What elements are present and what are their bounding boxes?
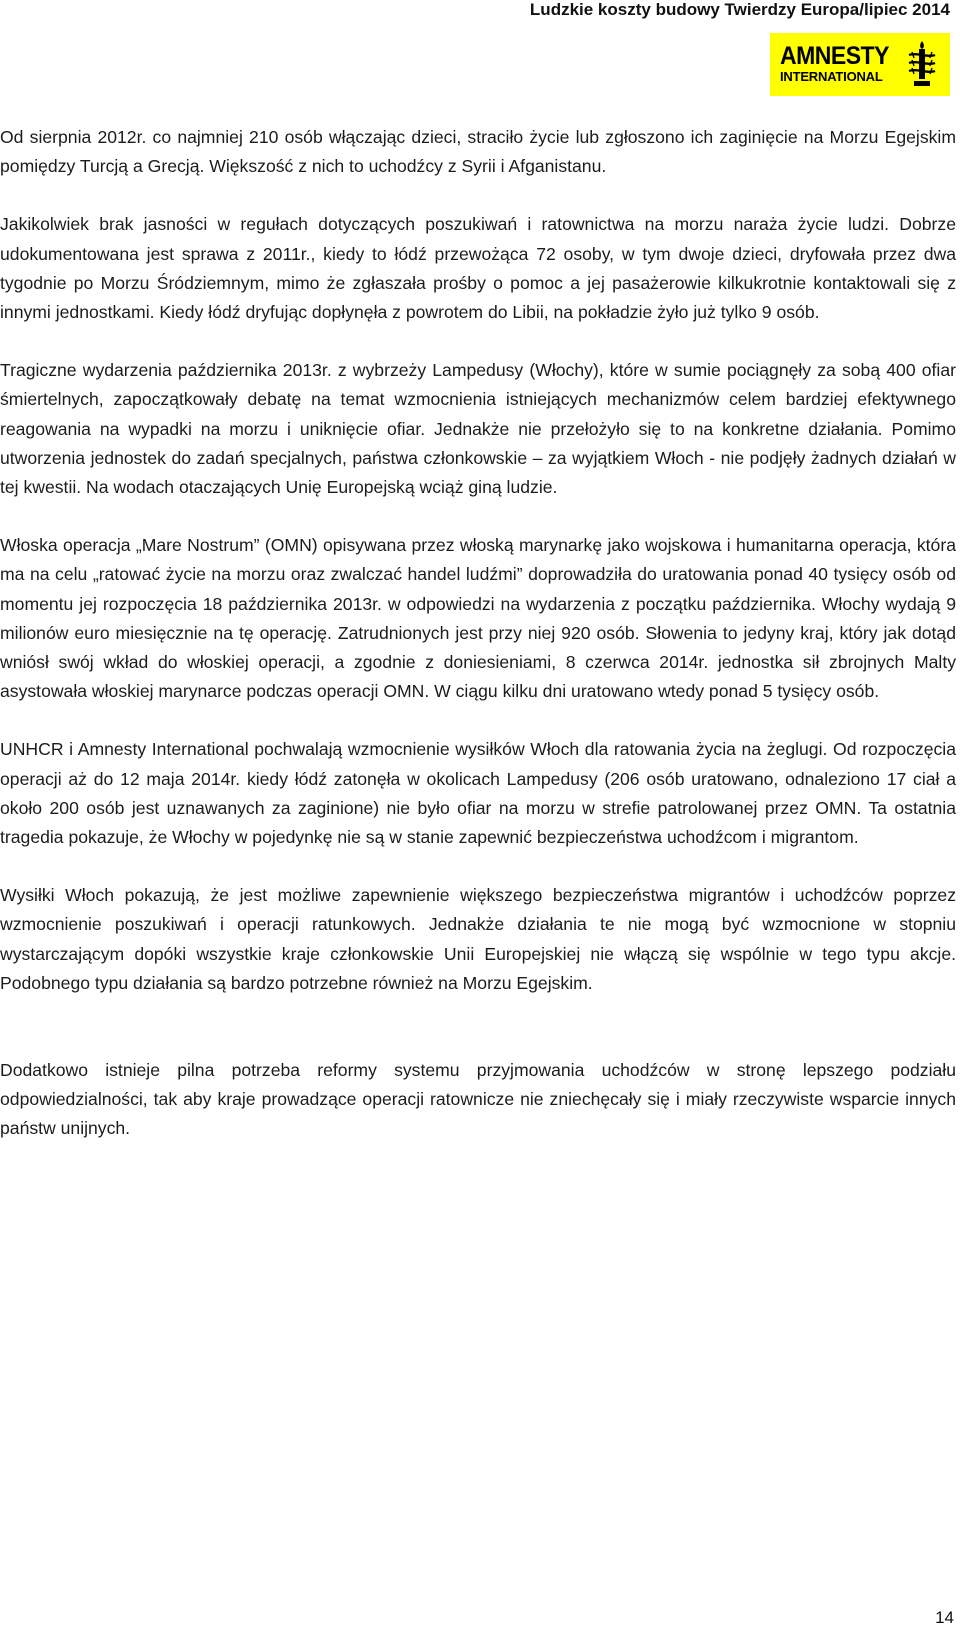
paragraph: UNHCR i Amnesty International pochwalają wzmocnienie wysiłków Włoch dla ratowania życia na żeglugi. Od rozpoczęcia operacji aż do 12 maja 2014r. kiedy łódź zatonęła w okolicach Lampedusy (206 osób uratowano, odnaleziono 17 ciał a około 200 osób jest uznawanych za zaginione) nie było ofiar na morzu w strefie patrolowanej przez OMN. Ta ostatnia tragedia pokazuje, że Włochy w pojedynkę nie są w stanie zapewnić bezpieczeństwa uchodźcom i migrantom.	[0, 739, 956, 848]
logo-line-international: INTERNATIONAL	[780, 69, 883, 84]
paragraph: Od sierpnia 2012r. co najmniej 210 osób włączając dzieci, straciło życie lub zgłoszono ich zaginięcie na Morzu Egejskim pomiędzy Turcją a Grecją. Większość z nich to uchodźcy z Syrii i Afganistanu.	[0, 127, 956, 177]
logo-line-amnesty: AMNESTY	[780, 40, 889, 70]
document-header-title: Ludzkie koszty budowy Twierdzy Europa/lipiec 2014	[529, 0, 950, 19]
paragraph: Wysiłki Włoch pokazują, że jest możliwe zapewnienie większego bezpieczeństwa migrantów i uchodźców poprzez wzmocnienie poszukiwań i operacji ratunkowych. Jednakże działania te nie mogą być wzmocnione w stopniu wystarczającym dopóki wszystkie kraje członkowskie Unii Europejskiej nie włączą się wspólnie w tego typu akcje. Podobnego typu działania są bardzo potrzebne również na Morzu Egejskim.	[0, 885, 956, 993]
candle-barbed-wire-icon	[904, 39, 940, 89]
paragraph: Jakikolwiek brak jasności w regułach dotyczących poszukiwań i ratownictwa na morzu naraża życie ludzi. Dobrze udokumentowana jest sprawa z 2011r., kiedy to łódź przewożąca 72 osoby, w tym dwoje dzieci, dryfowała przez dwa tygodnie po Morzu Śródziemnym, mimo że zgłaszała prośby o pomoc a jej pasażerowie kilkukrotnie kontaktowali się z innymi jednostkami. Kiedy łódź dryfując dopłynęła z powrotem do Libii, na pokładzie żyło już tylko 9 osób.	[0, 214, 956, 323]
amnesty-international-logo	[770, 33, 950, 96]
paragraph: Włoska operacja „Mare Nostrum” (OMN) opisywana przez włoską marynarkę jako wojskowa i humanitarna operacja, która ma na celu „ratować życie na morzu oraz zwalczać handel ludźmi” doprowadziła do uratowania ponad 40 tysięcy osób od momentu jej rozpoczęcia 18 października 2013r. w odpowiedzi na wydarzenia z początku października. Włochy wydają 9 milionów euro miesięcznie na tę operację. Zatrudnionych jest przy niej 920 osób. Słowenia to jedyny kraj, który jak dotąd wniósł swój wkład do włoskiej operacji, a zgodnie z doniesieniami, 8 czerwca 2014r. jednostka sił zbrojnych Malty asystowała włoskiej marynarce podczas operacji OMN. W ciągu kilku dni uratowano wtedy ponad 5 tysięcy osób.	[0, 535, 956, 702]
paragraph: Tragiczne wydarzenia października 2013r. z wybrzeży Lampedusy (Włochy), które w sumie pociągnęły za sobą 400 ofiar śmiertelnych, zapoczątkowały debatę na temat wzmocnienia istniejących mechanizmów celem bardziej efektywnego reagowania na wypadki na morzu i uniknięcie ofiar. Jednakże nie przełożyło się to na konkretne działania. Pomimo utworzenia jednostek do zadań specjalnych, państwa członkowskie – za wyjątkiem Włoch - nie podjęły żadnych działań w tej kwestii. Na wodach otaczających Unię Europejską wciąż giną ludzie.	[0, 360, 956, 498]
document-body	[0, 123, 956, 1173]
page-number: 14	[935, 1608, 954, 1627]
logo-wordmark	[780, 40, 889, 84]
paragraph: Dodatkowo istnieje pilna potrzeba reformy systemu przyjmowania uchodźców w stronę lepszego podziału odpowiedzialności, tak aby kraje prowadzące operacji ratownicze nie zniechęcały się i miały rzeczywiste wsparcie innych państw unijnych.	[0, 1060, 956, 1139]
